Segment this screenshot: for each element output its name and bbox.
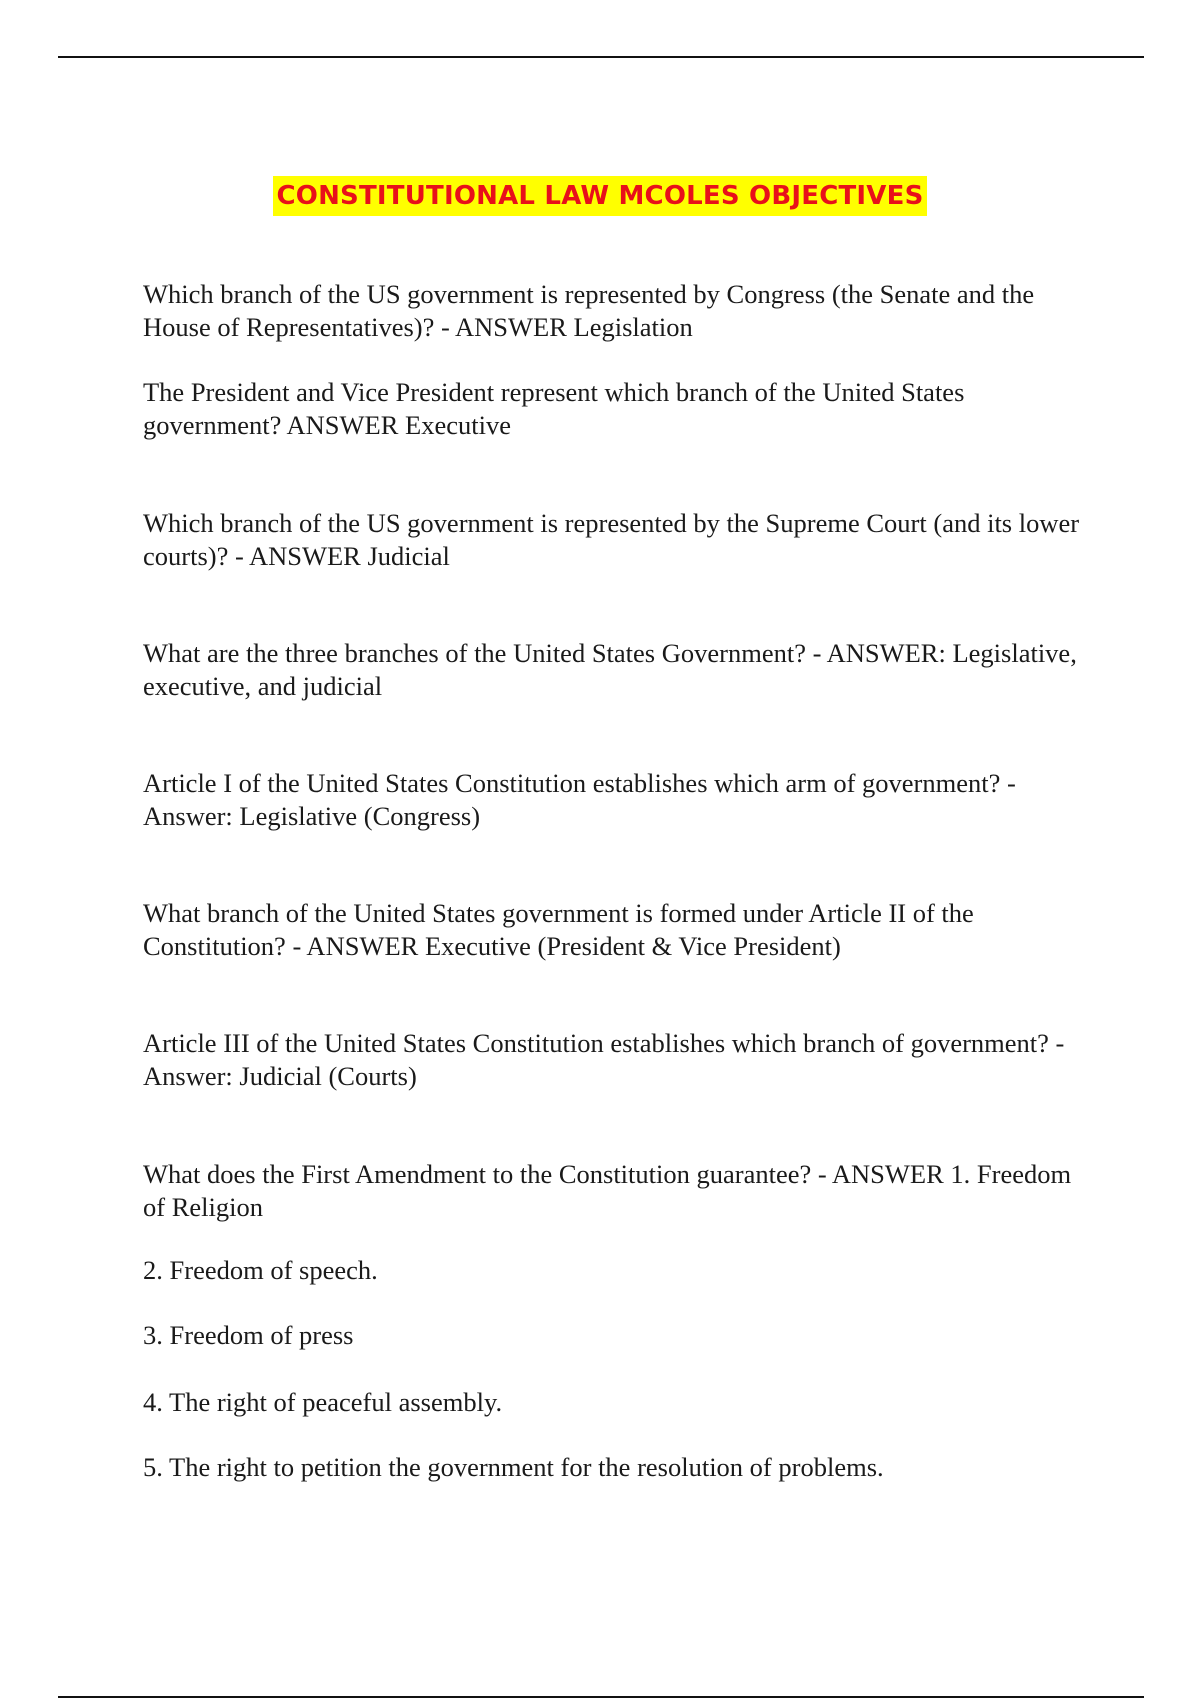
list-item-freedom-of-press: 3. Freedom of press xyxy=(143,1320,354,1350)
document-title: CONSTITUTIONAL LAW MCOLES OBJECTIVES xyxy=(273,176,926,216)
list-item-peaceful-assembly: 4. The right of peaceful assembly. xyxy=(143,1387,503,1417)
paragraph-article-one-question: Article I of the United States Constitution establishes which arm of government? - Answer: Legislative (Congress) xyxy=(143,768,1016,831)
paragraph-first-amendment-question: What does the First Amendment to the Constitution guarantee? - ANSWER 1. Freedom of Religion xyxy=(143,1159,1072,1222)
paragraph-article-two-question: What branch of the United States government is formed under Article II of the Constitution? - ANSWER Executive (President & Vice President) xyxy=(143,898,974,961)
list-item-freedom-of-speech: 2. Freedom of speech. xyxy=(143,1255,378,1285)
top-divider xyxy=(58,56,1144,58)
paragraph-supreme-court-question: Which branch of the US government is represented by the Supreme Court (and its lower courts)? - ANSWER Judicial xyxy=(143,508,1080,571)
bottom-divider xyxy=(58,1696,1144,1698)
paragraph-article-three-question: Article III of the United States Constitution establishes which branch of government? - Answer: Judicial (Courts) xyxy=(143,1028,1065,1091)
paragraph-three-branches-question: What are the three branches of the United States Government? - ANSWER: Legislative, executive, and judicial xyxy=(143,638,1077,701)
paragraph-congress-question: Which branch of the US government is represented by Congress (the Senate and the House of Representatives)? - ANSWER Legislation xyxy=(143,279,1035,342)
list-item-right-to-petition: 5. The right to petition the government for the resolution of problems. xyxy=(143,1452,884,1482)
paragraph-president-question: The President and Vice President represent which branch of the United States government? ANSWER Executive xyxy=(143,377,965,440)
title-container xyxy=(0,176,1200,216)
